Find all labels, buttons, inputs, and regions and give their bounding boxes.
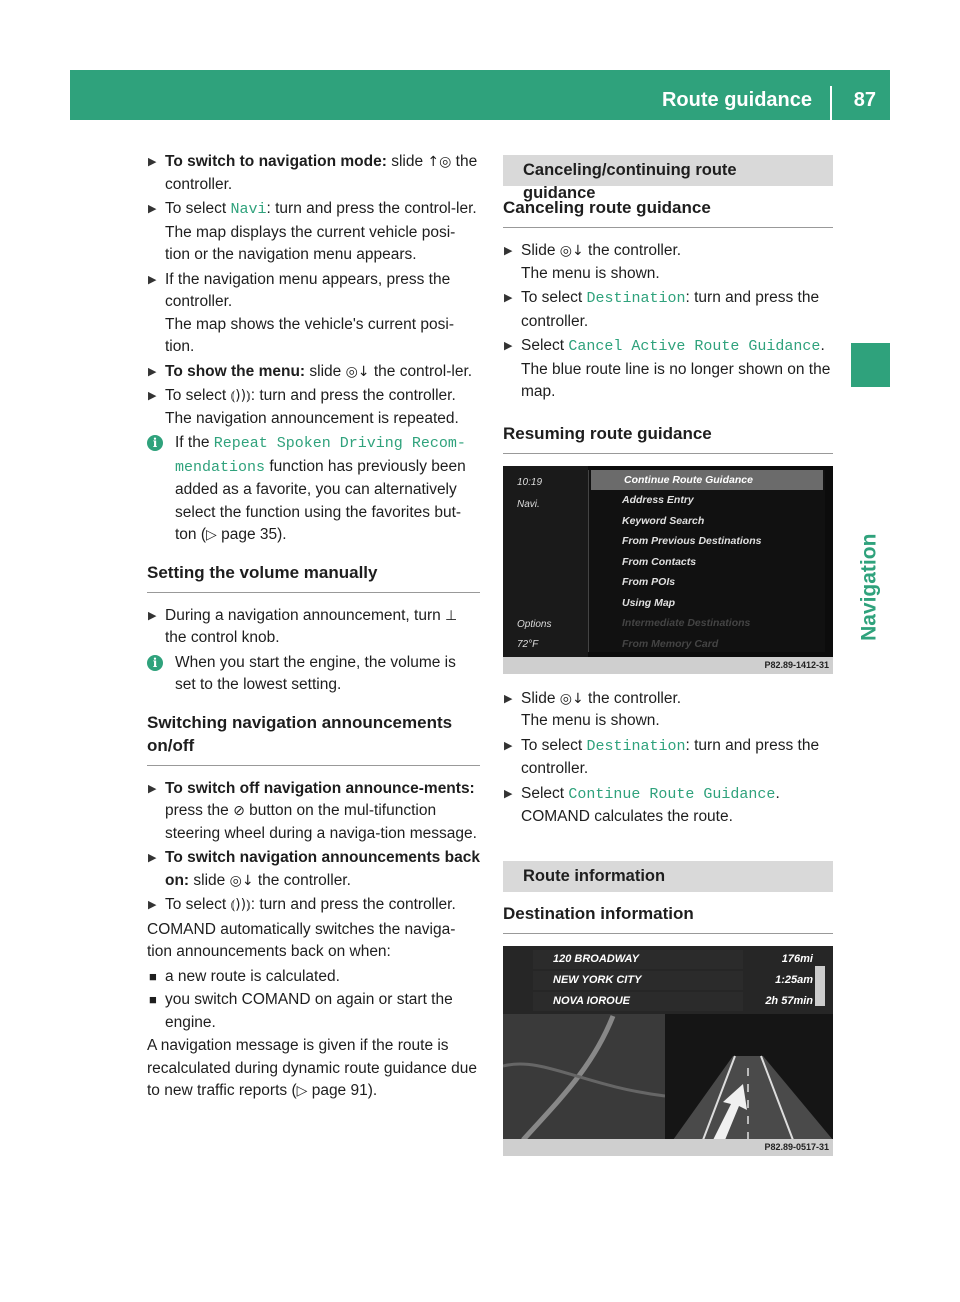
heading-resume: Resuming route guidance	[503, 422, 833, 454]
controller-slide-down-icon: ◎↓	[559, 243, 584, 259]
step-select-announcement: ▶ To select ⦅))⦆: turn and press the controller.	[147, 894, 480, 917]
step-arrow-icon: ▶	[504, 739, 513, 752]
menu-code: Continue Route Guidance	[568, 785, 776, 803]
section-title: Route information	[503, 861, 833, 892]
route-row: NEW YORK CITY	[533, 971, 743, 990]
heading-destination: Destination information	[503, 902, 833, 934]
route-row: 120 BROADWAY	[533, 950, 743, 969]
header-divider	[830, 86, 832, 120]
list-item: ■ you switch COMAND on again or start the engine.	[149, 991, 453, 1031]
step-arrow-icon: ▶	[148, 203, 157, 215]
step-switch-off: ▶ To switch off navigation announce-ments: press the ⊘ button on the mul-tifunction steering wheel during a naviga-tion message.	[148, 779, 477, 842]
controller-slide-up-icon: ↑◎	[427, 154, 452, 170]
screenshot-destination-menu	[503, 466, 833, 674]
route-row: NOVA IOROUE	[533, 992, 743, 1011]
menu-item: Continue Route Guidance	[591, 470, 823, 491]
menu-item: Using Map	[622, 596, 676, 609]
menu-item: Keyword Search	[622, 514, 705, 527]
step-cancel-guidance: ▶ Select Cancel Active Route Guidance. The blue route line is no longer shown on the map.	[504, 337, 831, 400]
note-volume: i When you start the engine, the volume is set to the lowest setting.	[147, 652, 480, 697]
step-switch-navi-mode: ▶ To switch to navigation mode: slide ↑◎ the controller.	[148, 153, 478, 193]
announcement-icon: ⦅))⦆	[230, 388, 251, 404]
menu-code: Destination	[586, 737, 686, 755]
info-icon: i	[147, 435, 163, 451]
step-continue-guidance: ▶ Select Continue Route Guidance. COMAND calculates the route.	[504, 784, 780, 825]
step-arrow-icon: ▶	[148, 365, 157, 378]
step-slide: ▶ Slide ◎↓ the controller. The menu is shown.	[504, 242, 682, 282]
announcement-icon: ⦅))⦆	[230, 897, 251, 913]
menu-code: Cancel Active Route Guidance	[568, 338, 821, 355]
step-select-destination: ▶ To select Destination: turn and press the controller.	[504, 289, 820, 330]
info-icon: i	[147, 655, 163, 671]
section-title: Canceling/continuing route guidance	[503, 155, 833, 186]
step-slide: ▶ Slide ◎↓ the controller. The menu is shown.	[504, 689, 682, 729]
controller-slide-down-icon: ◎↓	[559, 690, 584, 707]
bullet-icon: ■	[149, 968, 157, 984]
page-ref-icon: ▷	[206, 527, 217, 543]
menu-code: Repeat Spoken Driving Recom-mendations	[175, 435, 466, 476]
route-value: 2h 57min	[765, 994, 813, 1007]
menu-item: From Memory Card	[622, 637, 719, 650]
page-number: 87	[853, 89, 876, 111]
list-item: ■ a new route is calculated.	[147, 966, 480, 989]
step-arrow-icon: ▶	[504, 245, 513, 257]
step-arrow-icon: ▶	[504, 787, 513, 800]
controller-slide-down-icon: ◎↓	[229, 872, 254, 889]
menu-item: Address Entry	[622, 494, 694, 506]
menu-code: Destination	[586, 290, 686, 307]
control-knob-icon: ⊥	[445, 607, 458, 624]
note-favorites: i If the Repeat Spoken Driving Recom-mendations function has previously been added as a favorite, you can alternatively select the function using the favorites but-ton (▷ page 35).	[147, 432, 480, 547]
route-value: 1:25am	[775, 973, 813, 986]
heading-cancel: Canceling route guidance	[503, 196, 833, 228]
step-select-navi: ▶ To select Navi: turn and press the control-ler. The map displays the current vehicle posi-tion or the navigation menu appears.	[148, 200, 477, 263]
screen-left-panel: 10:19 Navi. Options 72°F	[503, 466, 588, 657]
step-arrow-icon: ▶	[148, 156, 157, 168]
menu-item: Intermediate Destinations	[622, 617, 751, 629]
heading-switching: Switching navigation announcements on/off	[147, 711, 480, 766]
step-arrow-icon: ▶	[148, 852, 157, 864]
step-arrow-icon: ▶	[148, 390, 157, 402]
route-value: 176mi	[781, 952, 813, 965]
paragraph: COMAND automatically switches the naviga-tion announcements back on when:	[147, 920, 456, 960]
menu-code: Navi	[230, 201, 267, 218]
header-bar	[70, 70, 890, 120]
step-repeat-announcement: ▶ To select ⦅))⦆: turn and press the controller. The navigation announcement is repeated.	[148, 387, 459, 427]
side-tab-label: Navigation	[857, 533, 881, 641]
screenshot-route-info	[503, 946, 833, 1156]
side-tab-marker	[851, 343, 890, 387]
step-volume: ▶ During a navigation announcement, turn ⊥ the control knob.	[148, 606, 458, 646]
step-arrow-icon: ▶	[504, 340, 513, 352]
controller-slide-down-icon: ◎↓	[345, 363, 370, 380]
step-navi-menu: ▶ If the navigation menu appears, press the controller. The map shows the vehicle's current posi-tion.	[148, 270, 454, 355]
image-caption-bar: P82.89-1412-31	[503, 657, 833, 674]
paragraph: A navigation message is given if the route is recalculated during dynamic route guidance due to new traffic reports (▷ page 91).	[147, 1037, 478, 1099]
mute-button-icon: ⊘	[233, 803, 245, 819]
step-arrow-icon: ▶	[148, 782, 157, 795]
step-select-destination: ▶ To select Destination: turn and press the controller.	[504, 736, 820, 777]
step-arrow-icon: ▶	[504, 692, 513, 705]
page-title: Route guidance	[661, 89, 812, 111]
bullet-icon: ■	[149, 992, 157, 1007]
left-column	[147, 151, 480, 1105]
step-switch-on: ▶ To switch navigation announcements back on: slide ◎↓ the controller.	[148, 849, 480, 889]
step-arrow-icon: ▶	[148, 273, 157, 286]
step-arrow-icon: ▶	[504, 292, 513, 304]
menu-item: From Previous Destinations	[622, 535, 762, 547]
step-show-menu: ▶ To show the menu: slide ◎↓ the control-ler.	[147, 361, 480, 384]
page-ref-icon: ▷	[296, 1083, 308, 1099]
menu-item: From POIs	[622, 576, 676, 588]
screen-menu	[588, 470, 825, 652]
step-arrow-icon: ▶	[148, 609, 157, 622]
menu-item: From Contacts	[622, 555, 697, 568]
step-arrow-icon: ▶	[148, 899, 157, 911]
right-column	[503, 155, 833, 1156]
heading-volume: Setting the volume manually	[147, 561, 480, 593]
image-caption-bar: P82.89-0517-31	[503, 1139, 833, 1156]
